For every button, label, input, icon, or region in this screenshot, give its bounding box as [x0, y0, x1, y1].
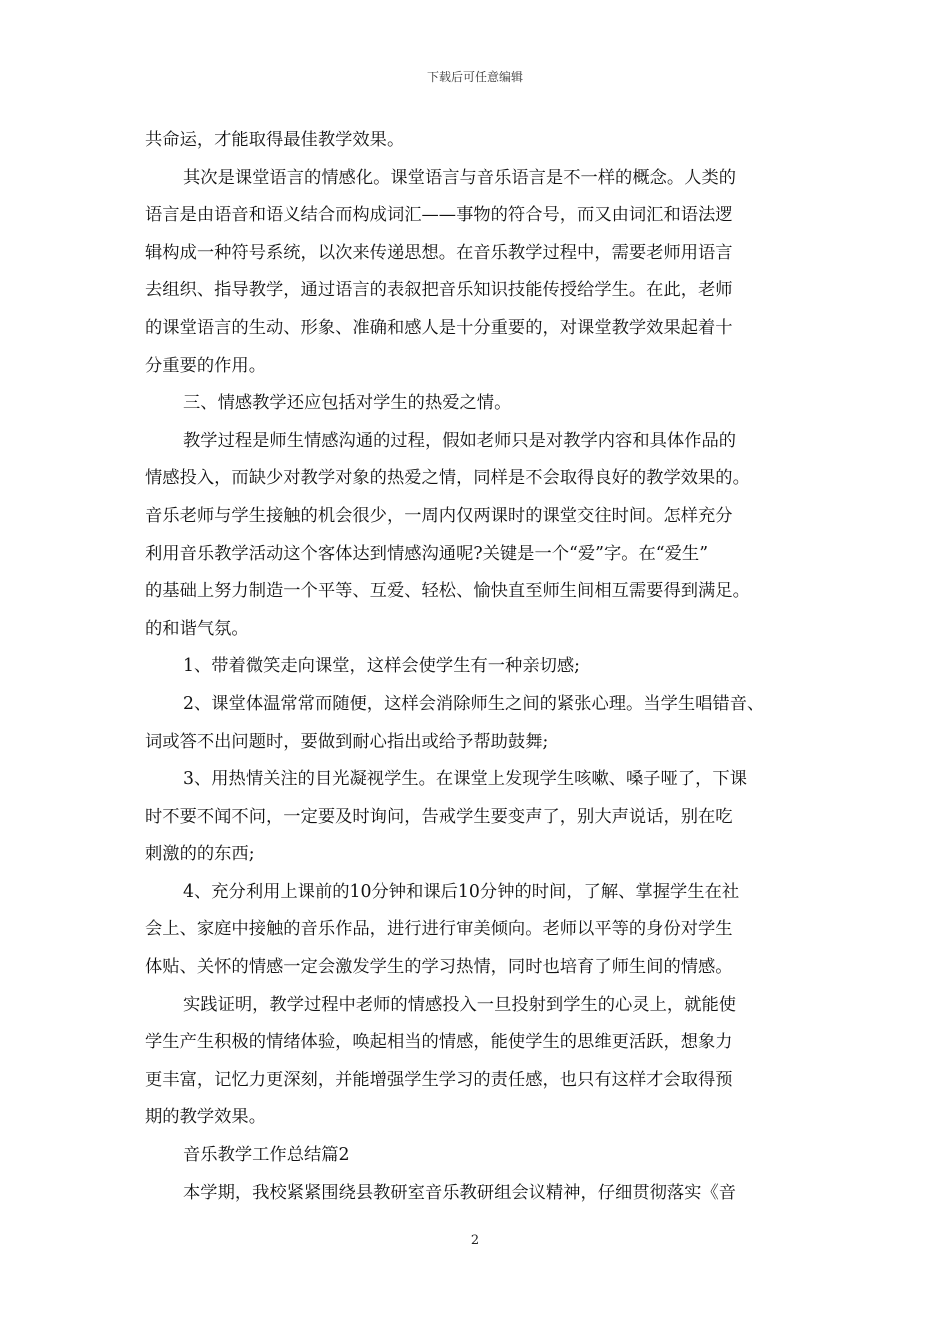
text-line: 时不要不闻不问，一定要及时询问，告戒学生要变声了，别大声说话，别在吃 [145, 806, 733, 827]
paragraph [145, 987, 820, 1137]
paragraph [145, 1175, 820, 1213]
text-line: 3、用热情关注的目光凝视学生。在课堂上发现学生咳嗽、嗓子哑了，下课 [183, 769, 747, 790]
list-item [145, 761, 820, 874]
text-line: 三、情感教学还应包括对学生的热爱之情。 [183, 393, 512, 414]
text-line: 的和谐气氛。 [145, 618, 249, 639]
text-line: 的课堂语言的生动、形象、准确和感人是十分重要的，对课堂教学效果起着十 [145, 317, 733, 338]
document-body [145, 122, 820, 1212]
paragraph [145, 160, 820, 386]
text-line: 其次是课堂语言的情感化。课堂语言与音乐语言是不一样的概念。人类的 [183, 167, 737, 188]
text-line: 音乐老师与学生接触的机会很少，一周内仅两课时的课堂交往时间。怎样充分 [145, 505, 733, 526]
text-line: 语言是由语音和语义结合而构成词汇——事物的符合号，而又由词汇和语法逻 [145, 205, 733, 226]
text-line: 分重要的作用。 [145, 355, 266, 376]
text-line: 刺激的的东西; [145, 844, 255, 865]
paragraph [145, 423, 820, 649]
text-line: 更丰富，记忆力更深刻，并能增强学生学习的责任感，也只有这样才会取得预 [145, 1069, 733, 1090]
text-line: 音乐教学工作总结篇2 [183, 1145, 350, 1166]
list-item [145, 686, 820, 761]
text-line: 4、充分利用上课前的10分钟和课后10分钟的时间，了解、掌握学生在社 [183, 881, 740, 902]
text-line: 会上、家庭中接触的音乐作品，进行进行审美倾向。老师以平等的身份对学生 [145, 919, 733, 940]
text-line: 实践证明，教学过程中老师的情感投入一旦投射到学生的心灵上，就能使 [183, 994, 737, 1015]
text-line: 共命运，才能取得最佳教学效果。 [145, 130, 405, 150]
text-line: 辑构成一种符号系统，以次来传递思想。在音乐教学过程中，需要老师用语言 [145, 242, 733, 263]
text-line: 的基础上努力制造一个平等、互爱、轻松、愉快直至师生间相互需要得到满足。 [145, 581, 750, 602]
text-line: 学生产生积极的情绪体验，唤起相当的情感，能使学生的思维更活跃，想象力 [145, 1032, 733, 1053]
section-title [145, 1137, 820, 1175]
list-item [145, 648, 820, 686]
section-heading [145, 385, 820, 423]
text-line: 教学过程是师生情感沟通的过程，假如老师只是对教学内容和具体作品的 [183, 430, 737, 451]
text-line: 情感投入，而缺少对教学对象的热爱之情，同样是不会取得良好的教学效果的。 [145, 468, 750, 489]
paragraph [145, 122, 820, 160]
list-item [145, 874, 820, 987]
text-line: 1、带着微笑走向课堂，这样会使学生有一种亲切感; [183, 656, 581, 677]
page-header: 下载后可任意编辑 [426, 70, 523, 84]
page-number: 2 [470, 1233, 480, 1248]
text-line: 期的教学效果。 [145, 1107, 266, 1128]
text-line: 本学期，我校紧紧围绕县教研室音乐教研组会议精神，仔细贯彻落实《音 [183, 1182, 737, 1203]
text-line: 利用音乐教学活动这个客体达到情感沟通呢?关键是一个“爱”字。在“爱生” [145, 543, 709, 564]
text-line: 词或答不出问题时，要做到耐心指出或给予帮助鼓舞; [145, 731, 549, 752]
text-line: 体贴、关怀的情感一定会激发学生的学习热情，同时也培育了师生间的情感。 [145, 957, 733, 978]
text-line: 2、课堂体温常常而随便，这样会消除师生之间的紧张心理。当学生唱错音、 [183, 693, 765, 714]
text-line: 去组织、指导教学，通过语言的表叙把音乐知识技能传授给学生。在此，老师 [145, 280, 733, 301]
